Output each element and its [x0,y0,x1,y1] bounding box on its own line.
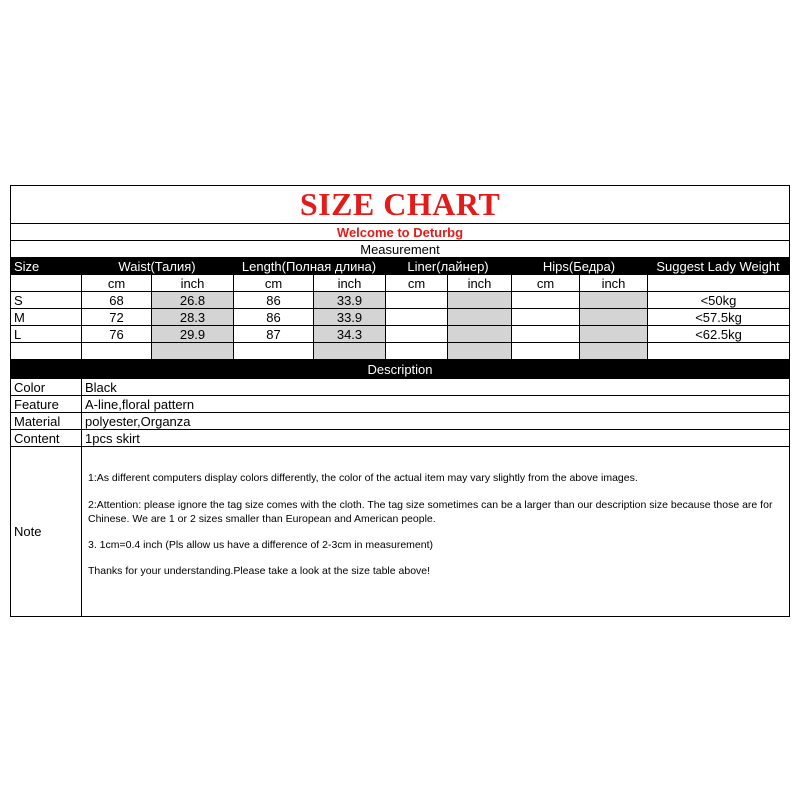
header-liner: Liner(лайнер) [407,258,489,274]
description-row [11,379,789,396]
length-cm-cell: 86 [233,292,313,308]
page-title: SIZE CHART [299,186,501,222]
liner-inch-cell [447,292,511,308]
hips-cm-cell [511,292,579,308]
note-label: Note [14,524,42,539]
hips-cm-cell [511,309,579,325]
size-cell: M [14,309,25,325]
size-chart-sheet [10,185,790,617]
description-value: 1pcs skirt [81,430,789,446]
welcome-text: Welcome to Deturbg [336,224,464,240]
size-cell: L [14,326,22,342]
welcome-row [11,224,789,241]
note-row [11,447,789,616]
description-label: Content [14,430,60,446]
unit-cm: cm [81,275,151,291]
unit-cm: cm [511,275,579,291]
description-label: Color [14,379,46,395]
header-hips: Hips(Бедра) [542,258,616,274]
note-line: 3. 1cm=0.4 inch (Pls allow us have a difference of 2-3cm in measurement) [88,539,434,551]
length-inch-cell: 33.9 [313,309,385,325]
description-row [11,396,789,413]
description-row [11,430,789,447]
description-label: Material [14,413,61,429]
waist-cm-cell: 68 [81,292,151,308]
table-header-row [11,258,789,275]
hips-inch-cell [579,326,647,342]
description-row [11,413,789,430]
length-cm-cell: 87 [233,326,313,342]
unit-inch: inch [313,275,385,291]
measurement-row [11,241,789,258]
hips-cm-cell [511,326,579,342]
units-row [11,275,789,292]
weight-cell: <50kg [647,292,789,308]
note-line: Thanks for your understanding.Please take a look at the size table above! [88,565,431,577]
waist-inch-cell: 26.8 [151,292,233,308]
waist-cm-cell: 76 [81,326,151,342]
unit-inch: inch [579,275,647,291]
length-inch-cell: 33.9 [313,292,385,308]
note-line: 1:As different computers display colors differently, the color of the actual item may vary slightly from the above images. [88,472,638,484]
description-value: polyester,Organza [81,413,789,429]
title-row [11,186,789,224]
description-value: A-line,floral pattern [81,396,789,412]
weight-cell: <62.5kg [647,326,789,342]
measurement-heading: Measurement [360,241,440,257]
description-value: Black [81,379,789,395]
liner-cm-cell [385,292,447,308]
waist-cm-cell: 72 [81,309,151,325]
table-row-empty [11,343,789,360]
liner-inch-cell [447,326,511,342]
note-line: Chinese. We are 1 or 2 sizes smaller than European and American people. [88,513,436,525]
header-waist: Waist(Талия) [118,258,196,274]
description-header-row [11,360,789,379]
liner-cm-cell [385,326,447,342]
table-row [11,326,789,343]
weight-cell: <57.5kg [647,309,789,325]
unit-cm: cm [233,275,313,291]
unit-inch: inch [151,275,233,291]
length-cm-cell: 86 [233,309,313,325]
liner-cm-cell [385,309,447,325]
hips-inch-cell [579,292,647,308]
header-weight: Suggest Lady Weight [656,258,780,274]
waist-inch-cell: 29.9 [151,326,233,342]
unit-cm: cm [385,275,447,291]
hips-inch-cell [579,309,647,325]
note-line: 2:Attention: please ignore the tag size comes with the cloth. The tag size sometimes can be a larger than our description size because those are for [88,499,773,511]
unit-inch: inch [447,275,511,291]
waist-inch-cell: 28.3 [151,309,233,325]
size-cell: S [14,292,23,308]
table-row [11,309,789,326]
liner-inch-cell [447,309,511,325]
length-inch-cell: 34.3 [313,326,385,342]
description-label: Feature [14,396,59,412]
table-row [11,292,789,309]
description-heading: Description [367,361,433,377]
header-length: Length(Полная длина) [241,258,377,274]
header-size: Size [14,258,40,274]
